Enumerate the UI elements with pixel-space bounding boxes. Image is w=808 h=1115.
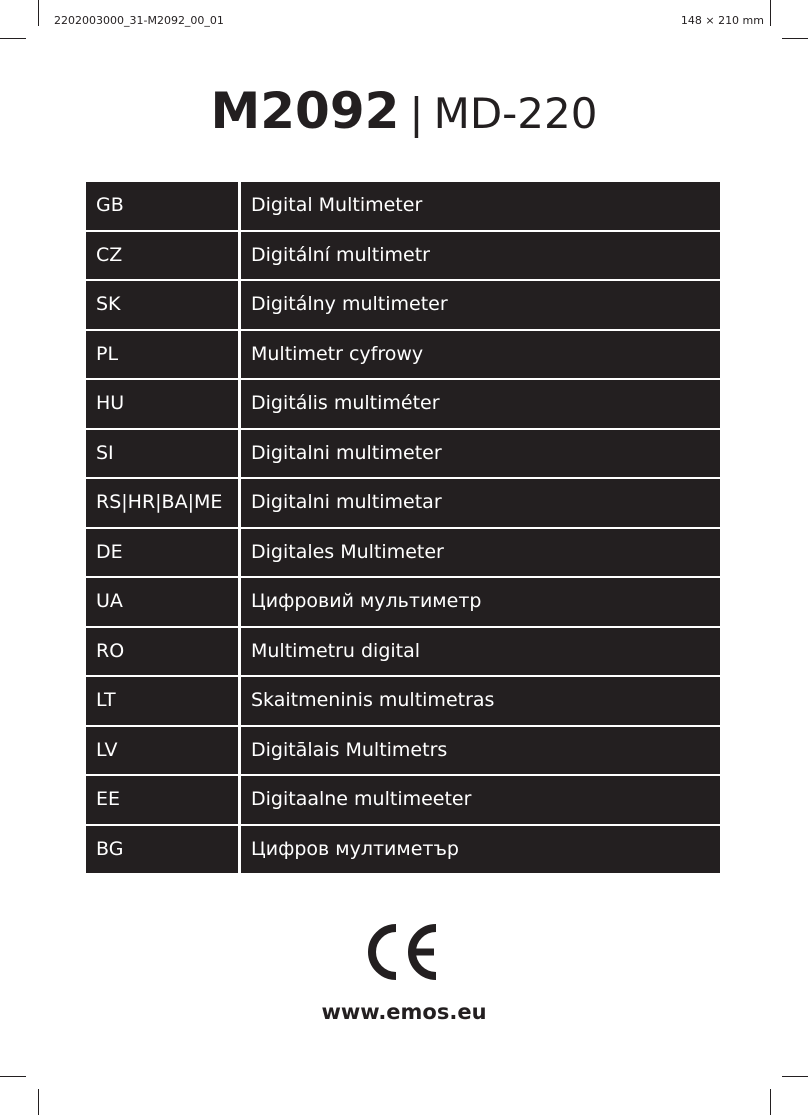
- crop-mark-top-left-vertical: [38, 0, 39, 26]
- language-row: [86, 479, 720, 527]
- language-row: [86, 628, 720, 676]
- language-row: [86, 578, 720, 626]
- product-name: Digitaalne multimeeter: [241, 776, 720, 824]
- language-code: EE: [86, 776, 238, 824]
- model-number: M2092: [210, 82, 400, 140]
- language-code: RS|HR|BA|ME: [86, 479, 238, 527]
- ce-mark-icon: [366, 922, 442, 982]
- language-row: [86, 826, 720, 874]
- crop-mark-top-right-vertical: [770, 0, 771, 26]
- crop-mark-top-left-horizontal: [0, 38, 26, 39]
- language-code: PL: [86, 331, 238, 379]
- language-code: SI: [86, 430, 238, 478]
- language-code: BG: [86, 826, 238, 874]
- title-separator: |: [409, 89, 424, 138]
- language-row: [86, 281, 720, 329]
- product-name: Digitális multiméter: [241, 380, 720, 428]
- language-code: GB: [86, 182, 238, 230]
- product-name: Digitalni multimeter: [241, 430, 720, 478]
- language-code: CZ: [86, 232, 238, 280]
- language-row: [86, 380, 720, 428]
- language-table: [86, 182, 720, 875]
- language-row: [86, 677, 720, 725]
- crop-mark-bottom-left-vertical: [38, 1089, 39, 1115]
- product-name: Digitalni multimetar: [241, 479, 720, 527]
- website-link[interactable]: www.emos.eu: [321, 1000, 487, 1024]
- language-code: LV: [86, 727, 238, 775]
- crop-mark-bottom-right-vertical: [770, 1089, 771, 1115]
- product-name: Digitální multimetr: [241, 232, 720, 280]
- product-name: Digitālais Multimetrs: [241, 727, 720, 775]
- model-variant: MD-220: [433, 89, 598, 138]
- language-code: UA: [86, 578, 238, 626]
- language-code: LT: [86, 677, 238, 725]
- language-code: DE: [86, 529, 238, 577]
- document-title: [0, 80, 808, 154]
- product-name: Digital Multimeter: [241, 182, 720, 230]
- language-row: [86, 529, 720, 577]
- language-code: HU: [86, 380, 238, 428]
- crop-mark-bottom-left-horizontal: [0, 1076, 26, 1077]
- product-name: Цифровий мультиметр: [241, 578, 720, 626]
- language-code: SK: [86, 281, 238, 329]
- language-row: [86, 727, 720, 775]
- product-name: Skaitmeninis multimetras: [241, 677, 720, 725]
- product-name: Multimetr cyfrowy: [241, 331, 720, 379]
- crop-mark-top-right-horizontal: [782, 38, 808, 39]
- crop-mark-bottom-right-horizontal: [782, 1076, 808, 1077]
- product-name: Multimetru digital: [241, 628, 720, 676]
- language-row: [86, 331, 720, 379]
- product-name: Digitales Multimeter: [241, 529, 720, 577]
- language-row: [86, 232, 720, 280]
- product-name: Цифров мултиметър: [241, 826, 720, 874]
- language-row: [86, 776, 720, 824]
- language-row: [86, 182, 720, 230]
- product-name: Digitálny multimeter: [241, 281, 720, 329]
- print-size: 148 × 210 mm: [680, 14, 764, 27]
- print-code: 2202003000_31-M2092_00_01: [54, 14, 224, 27]
- language-code: RO: [86, 628, 238, 676]
- language-row: [86, 430, 720, 478]
